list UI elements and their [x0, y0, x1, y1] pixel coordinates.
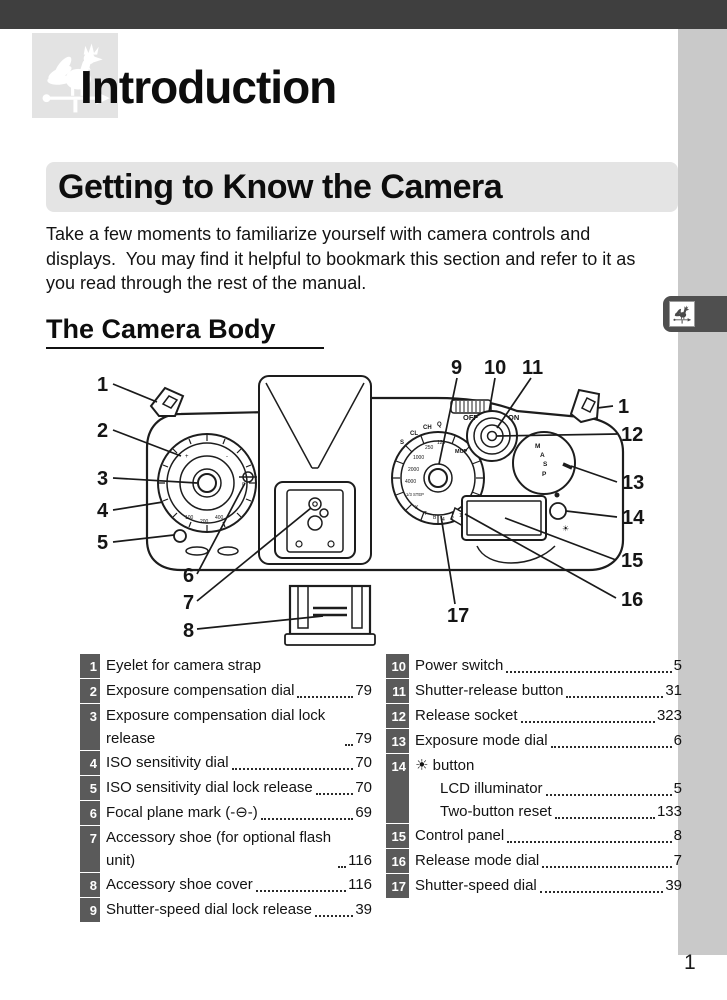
legend-item-number: 2	[80, 679, 100, 703]
svg-text:S: S	[543, 461, 548, 468]
page-reference: 6	[673, 732, 682, 749]
legend-item	[80, 751, 372, 775]
svg-text:4000: 4000	[405, 479, 417, 485]
legend-subitem-label: Two-button reset	[440, 803, 552, 820]
legend-item-label: Shutter-speed dial	[415, 877, 537, 894]
page-reference: 69	[355, 804, 372, 821]
legend-item	[80, 873, 372, 897]
dot-leader	[315, 915, 353, 917]
legend-item	[80, 826, 372, 872]
legend-item	[386, 874, 682, 898]
legend-subitem-label: LCD illuminator	[440, 780, 543, 797]
page-reference: 7	[673, 852, 682, 869]
page-reference: 70	[355, 779, 372, 796]
legend-item-label: Shutter-release button	[415, 682, 564, 699]
dot-leader	[507, 841, 671, 843]
page-reference: 8	[673, 827, 682, 844]
svg-text:7: 7	[183, 592, 195, 614]
dot-leader	[521, 721, 655, 723]
svg-text:1: 1	[459, 513, 462, 519]
legend-item-number: 9	[80, 898, 100, 922]
legend-item-illuminator-button	[386, 754, 682, 823]
legend-item-label: Focal plane mark (-⊖-)	[106, 804, 258, 821]
svg-text:P: P	[542, 471, 547, 478]
svg-text:14: 14	[622, 507, 645, 529]
dot-leader	[540, 891, 664, 893]
legend-item-label: Eyelet for camera strap	[106, 657, 262, 674]
chapter-side-strip	[678, 29, 727, 955]
legend-item	[80, 704, 372, 750]
subsection-title: The Camera Body	[46, 314, 324, 349]
dot-leader	[261, 818, 354, 820]
chapter-tab-icon-box	[669, 301, 695, 327]
legend-item-number: 7	[80, 826, 100, 872]
lcd-illuminator-button	[550, 503, 566, 519]
svg-text:S: S	[400, 440, 405, 446]
legend-item-label: Exposure compensation dial lock release	[106, 707, 326, 747]
legend-item-label: Accessory shoe cover	[106, 876, 253, 893]
svg-text:MUP: MUP	[455, 449, 468, 455]
svg-text:T: T	[424, 511, 428, 517]
legend-item-number: 3	[80, 704, 100, 750]
dot-leader	[566, 696, 663, 698]
dot-leader	[256, 890, 346, 892]
svg-text:4: 4	[97, 500, 109, 522]
chapter-tab	[663, 296, 727, 332]
svg-text:15: 15	[621, 550, 644, 572]
legend-item	[80, 679, 372, 703]
top-bar	[0, 0, 727, 29]
page-reference: 323	[656, 707, 682, 724]
page-reference: 39	[665, 877, 682, 894]
legend-item-label: Power switch	[415, 657, 504, 674]
legend-item-number: 10	[386, 654, 409, 678]
svg-text:200: 200	[200, 519, 209, 525]
svg-text:X: X	[415, 505, 419, 511]
svg-text:4: 4	[442, 517, 445, 523]
legend-item-number: 14	[386, 754, 409, 823]
svg-text:250: 250	[425, 445, 434, 451]
legend-item-label: ISO sensitivity dial lock release	[106, 779, 313, 796]
legend-item	[80, 898, 372, 922]
page-reference: 79	[355, 682, 372, 699]
svg-text:8: 8	[183, 620, 195, 642]
legend-item-label: ☀ button	[415, 757, 475, 774]
dot-leader	[555, 817, 655, 819]
page-reference: 5	[673, 657, 682, 674]
svg-text:17: 17	[447, 605, 470, 627]
svg-text:2000: 2000	[408, 467, 420, 473]
svg-text:M: M	[535, 443, 541, 450]
dot-leader	[546, 794, 672, 796]
page-number: 1	[684, 951, 696, 974]
accessory-shoe-cover	[285, 586, 375, 645]
svg-text:12: 12	[621, 424, 644, 446]
legend-item-number: 8	[80, 873, 100, 897]
legend-item-label: Exposure compensation dial	[106, 682, 295, 699]
legend-item-number: 17	[386, 874, 409, 898]
svg-text:1000: 1000	[413, 455, 425, 461]
dot-leader	[542, 866, 671, 868]
svg-text:CL: CL	[410, 431, 418, 437]
svg-text:1: 1	[618, 396, 630, 418]
legend-item-label: Control panel	[415, 827, 505, 844]
svg-text:11: 11	[522, 357, 544, 379]
legend-item-number: 15	[386, 824, 409, 848]
legend-item	[386, 654, 682, 678]
svg-text:ON: ON	[508, 413, 520, 422]
dot-leader	[232, 768, 354, 770]
legend-item	[386, 704, 682, 728]
svg-text:3: 3	[97, 468, 109, 490]
svg-text:400: 400	[215, 515, 224, 521]
legend-item-number: 5	[80, 776, 100, 800]
svg-text:5: 5	[97, 532, 109, 554]
legend-column-right	[386, 654, 682, 923]
svg-text:9: 9	[451, 357, 463, 379]
page-reference: 70	[355, 754, 372, 771]
dot-leader	[506, 671, 671, 673]
svg-text:2: 2	[451, 516, 454, 522]
svg-text:1: 1	[97, 374, 109, 396]
legend-column-left	[80, 654, 372, 923]
strap-eyelet-right	[571, 390, 599, 422]
legend-item-number: 13	[386, 729, 409, 753]
legend-item-label: ISO sensitivity dial	[106, 754, 229, 771]
legend-item-number: 1	[80, 654, 100, 678]
svg-text:6: 6	[183, 565, 195, 587]
legend-item-number: 6	[80, 801, 100, 825]
legend-item	[80, 654, 372, 678]
svg-text:OFF: OFF	[463, 413, 478, 422]
control-panel	[462, 496, 546, 540]
dot-leader	[316, 793, 354, 795]
legend-item	[80, 801, 372, 825]
svg-text:10: 10	[484, 357, 507, 379]
svg-text:16: 16	[621, 589, 644, 611]
dot-leader	[338, 866, 346, 868]
svg-text:13: 13	[622, 472, 645, 494]
legend-item	[386, 679, 682, 703]
svg-text:1/3 STEP: 1/3 STEP	[406, 492, 424, 497]
dot-leader	[551, 746, 672, 748]
svg-text:+: +	[185, 454, 189, 460]
legend-item-number: 12	[386, 704, 409, 728]
section-title: Getting to Know the Camera	[58, 168, 503, 206]
illuminator-symbol: ☀	[562, 524, 570, 533]
legend-item-number: 4	[80, 751, 100, 775]
page-reference: 79	[355, 730, 372, 747]
camera-top-view-diagram	[85, 356, 660, 648]
page-reference: 116	[348, 876, 372, 893]
rooster-weathervane-icon	[672, 304, 692, 324]
svg-text:CH: CH	[423, 425, 432, 431]
page-reference: 31	[665, 682, 682, 699]
legend-item-label: Accessory shoe (for optional flash unit)	[106, 829, 332, 869]
legend-item-number: 16	[386, 849, 409, 873]
legend-item	[80, 776, 372, 800]
page-reference: 39	[355, 901, 372, 918]
dot-leader	[345, 744, 353, 746]
page-reference: 116	[348, 852, 372, 869]
legend-item	[386, 849, 682, 873]
legend-item-label: Release socket	[415, 707, 518, 724]
chapter-title: Introduction	[80, 61, 337, 113]
svg-text:Q: Q	[437, 422, 442, 428]
svg-text:-: -	[226, 454, 228, 460]
dot-leader	[297, 696, 353, 698]
svg-text:B: B	[433, 515, 437, 521]
page-reference: 5	[673, 780, 682, 797]
svg-text:2: 2	[97, 420, 109, 442]
parts-legend	[80, 654, 682, 923]
accessory-shoe	[275, 482, 355, 558]
legend-item	[386, 824, 682, 848]
legend-item-label: Release mode dial	[415, 852, 540, 869]
legend-item-label: Exposure mode dial	[415, 732, 548, 749]
page-reference: 133	[656, 803, 682, 820]
legend-item-number: 11	[386, 679, 409, 703]
legend-item-label: Shutter-speed dial lock release	[106, 901, 312, 918]
svg-text:125: 125	[437, 440, 446, 446]
legend-item	[386, 729, 682, 753]
intro-paragraph: Take a few moments to familiarize yourself with camera controls and displays. You may find it helpful to bookmark this section and refer to it as you read through the rest of the manual.	[46, 224, 641, 293]
section-heading-box	[46, 162, 678, 212]
svg-text:A: A	[540, 452, 545, 459]
svg-text:100: 100	[185, 515, 194, 521]
